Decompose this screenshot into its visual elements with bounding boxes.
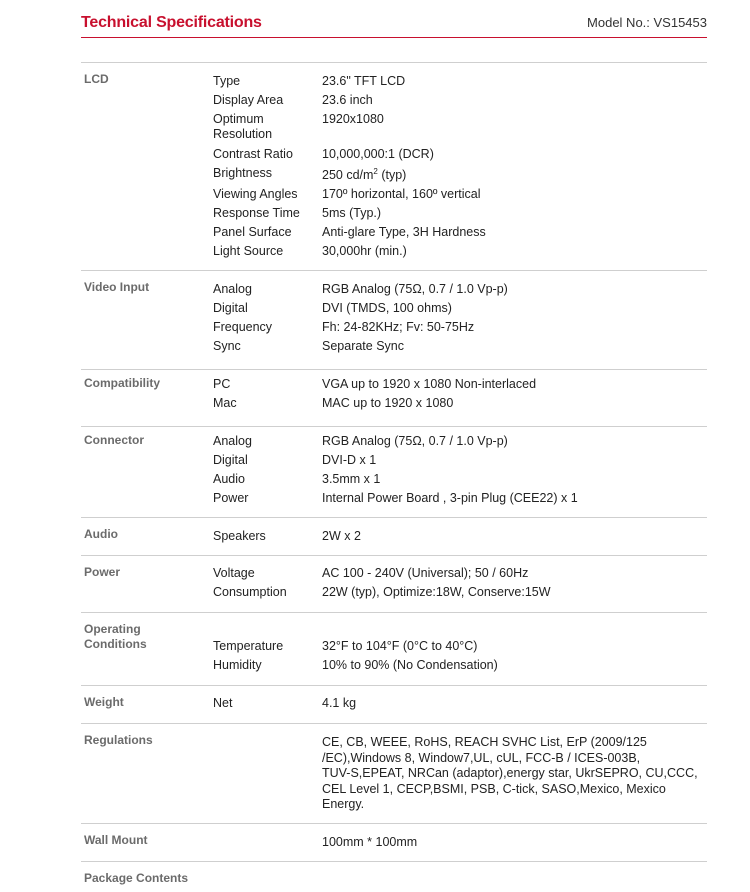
spec-value: MAC up to 1920 x 1080 (322, 396, 454, 410)
regulations-line: TUV-S,EPEAT, NRCan (adaptor),energy star, UkrSEPRO, CU,CCC, (322, 766, 698, 780)
spec-section-package-contents (81, 863, 707, 892)
spec-value: 170º horizontal, 160º vertical (322, 187, 481, 201)
spec-value: 4.1 kg (322, 696, 357, 710)
spec-label: Analog (213, 434, 252, 448)
section-title: Audio (84, 527, 118, 541)
spec-label: Net (213, 696, 233, 710)
section-title: Wall Mount (84, 833, 148, 847)
spec-value: 23.6" TFT LCD (322, 74, 406, 88)
spec-value (322, 168, 707, 184)
spec-value: 30,000hr (min.) (322, 244, 407, 258)
spec-value: 10% to 90% (No Condensation) (322, 658, 498, 672)
spec-value: Separate Sync (322, 339, 404, 353)
regulations-line: CE, CB, WEEE, RoHS, REACH SVHC List, ErP (2009/125 (322, 735, 647, 749)
regulations-line: Energy. (322, 797, 365, 811)
spec-section-video-input (81, 272, 707, 370)
spec-section-connector (81, 428, 707, 518)
section-title: Power (84, 565, 121, 579)
spec-value: 5ms (Typ.) (322, 206, 382, 220)
spec-value: 2W x 2 (322, 529, 361, 543)
spec-value: DVI-D x 1 (322, 453, 377, 467)
spec-section-weight (81, 687, 707, 724)
spec-section-audio (81, 519, 707, 556)
spec-label: Mac (213, 396, 237, 410)
spec-value: 32°F to 104°F (0°C to 40°C) (322, 639, 478, 653)
spec-label: Digital (213, 301, 248, 315)
spec-value: VGA up to 1920 x 1080 Non-interlaced (322, 377, 537, 391)
spec-value: 10,000,000:1 (DCR) (322, 147, 434, 161)
section-title (84, 622, 147, 652)
regulations-line: /EC),Windows 8, Window7,UL, cUL, FCC-B / ICES-003B, (322, 750, 641, 765)
spec-value: RGB Analog (75Ω, 0.7 / 1.0 Vp-p) (322, 282, 508, 296)
spec-label: Contrast Ratio (213, 147, 293, 161)
spec-value: 23.6 inch (322, 93, 373, 107)
spec-value: 1920x1080 (322, 112, 384, 126)
spec-label: Speakers (213, 529, 266, 543)
spec-section-operating-conditions (81, 614, 707, 686)
regulations-text (322, 735, 707, 813)
spec-section-compatibility (81, 371, 707, 427)
spec-value: 100mm * 100mm (322, 835, 418, 849)
spec-value: RGB Analog (75Ω, 0.7 / 1.0 Vp-p) (322, 434, 508, 448)
spec-value: Internal Power Board , 3-pin Plug (CEE22) x 1 (322, 491, 578, 505)
spec-label: Audio (213, 472, 245, 486)
spec-section-lcd (81, 63, 707, 271)
model-number: Model No.: VS15453 (587, 15, 707, 30)
spec-value: Fh: 24-82KHz; Fv: 50-75Hz (322, 320, 475, 334)
spec-label: Frequency (213, 320, 273, 334)
section-title-line: Operating (84, 622, 141, 636)
spec-label: Power (213, 491, 249, 505)
section-title-line: Conditions (84, 637, 147, 651)
spec-label: Display Area (213, 93, 284, 107)
spec-label: Brightness (213, 166, 273, 180)
superscript: 2 (373, 166, 378, 176)
spec-label: Response Time (213, 206, 300, 220)
spec-label: Light Source (213, 244, 284, 258)
section-title: Regulations (84, 733, 153, 747)
spec-section-regulations (81, 725, 707, 824)
spec-label-line: Resolution (213, 127, 273, 141)
spec-label: Humidity (213, 658, 262, 672)
page-header (81, 12, 707, 38)
spec-label: Panel Surface (213, 225, 292, 239)
section-title: Video Input (84, 280, 150, 294)
section-title: Compatibility (84, 376, 161, 390)
regulations-line: CEL Level 1, CECP,BSMI, PSB, C-tick, SASO,Mexico, Mexico (322, 781, 666, 796)
spec-label: Analog (213, 282, 252, 296)
value-text: (typ) (377, 168, 407, 182)
section-title: LCD (84, 72, 109, 86)
spec-label: Type (213, 74, 241, 88)
spec-value: Anti-glare Type, 3H Hardness (322, 225, 486, 239)
spec-section-power (81, 557, 707, 613)
spec-value: 22W (typ), Optimize:18W, Conserve:15W (322, 585, 551, 599)
spec-label: Consumption (213, 585, 287, 599)
section-title: Weight (84, 695, 124, 709)
spec-value: 3.5mm x 1 (322, 472, 381, 486)
spec-value: AC 100 - 240V (Universal); 50 / 60Hz (322, 566, 529, 580)
spec-label: PC (213, 377, 231, 391)
page-title: Technical Specifications (81, 14, 262, 31)
spec-label: Temperature (213, 639, 284, 653)
spec-section-wall-mount (81, 825, 707, 862)
value-text: 250 cd/m (322, 168, 374, 182)
section-title: Package Contents (84, 871, 189, 885)
spec-label: Sync (213, 339, 241, 353)
spec-label: Voltage (213, 566, 255, 580)
spec-label: Digital (213, 453, 248, 467)
spec-value: DVI (TMDS, 100 ohms) (322, 301, 452, 315)
spec-label-line: Optimum (213, 112, 264, 126)
spec-label (213, 112, 272, 142)
spec-label: Viewing Angles (213, 187, 298, 201)
section-title: Connector (84, 433, 144, 447)
